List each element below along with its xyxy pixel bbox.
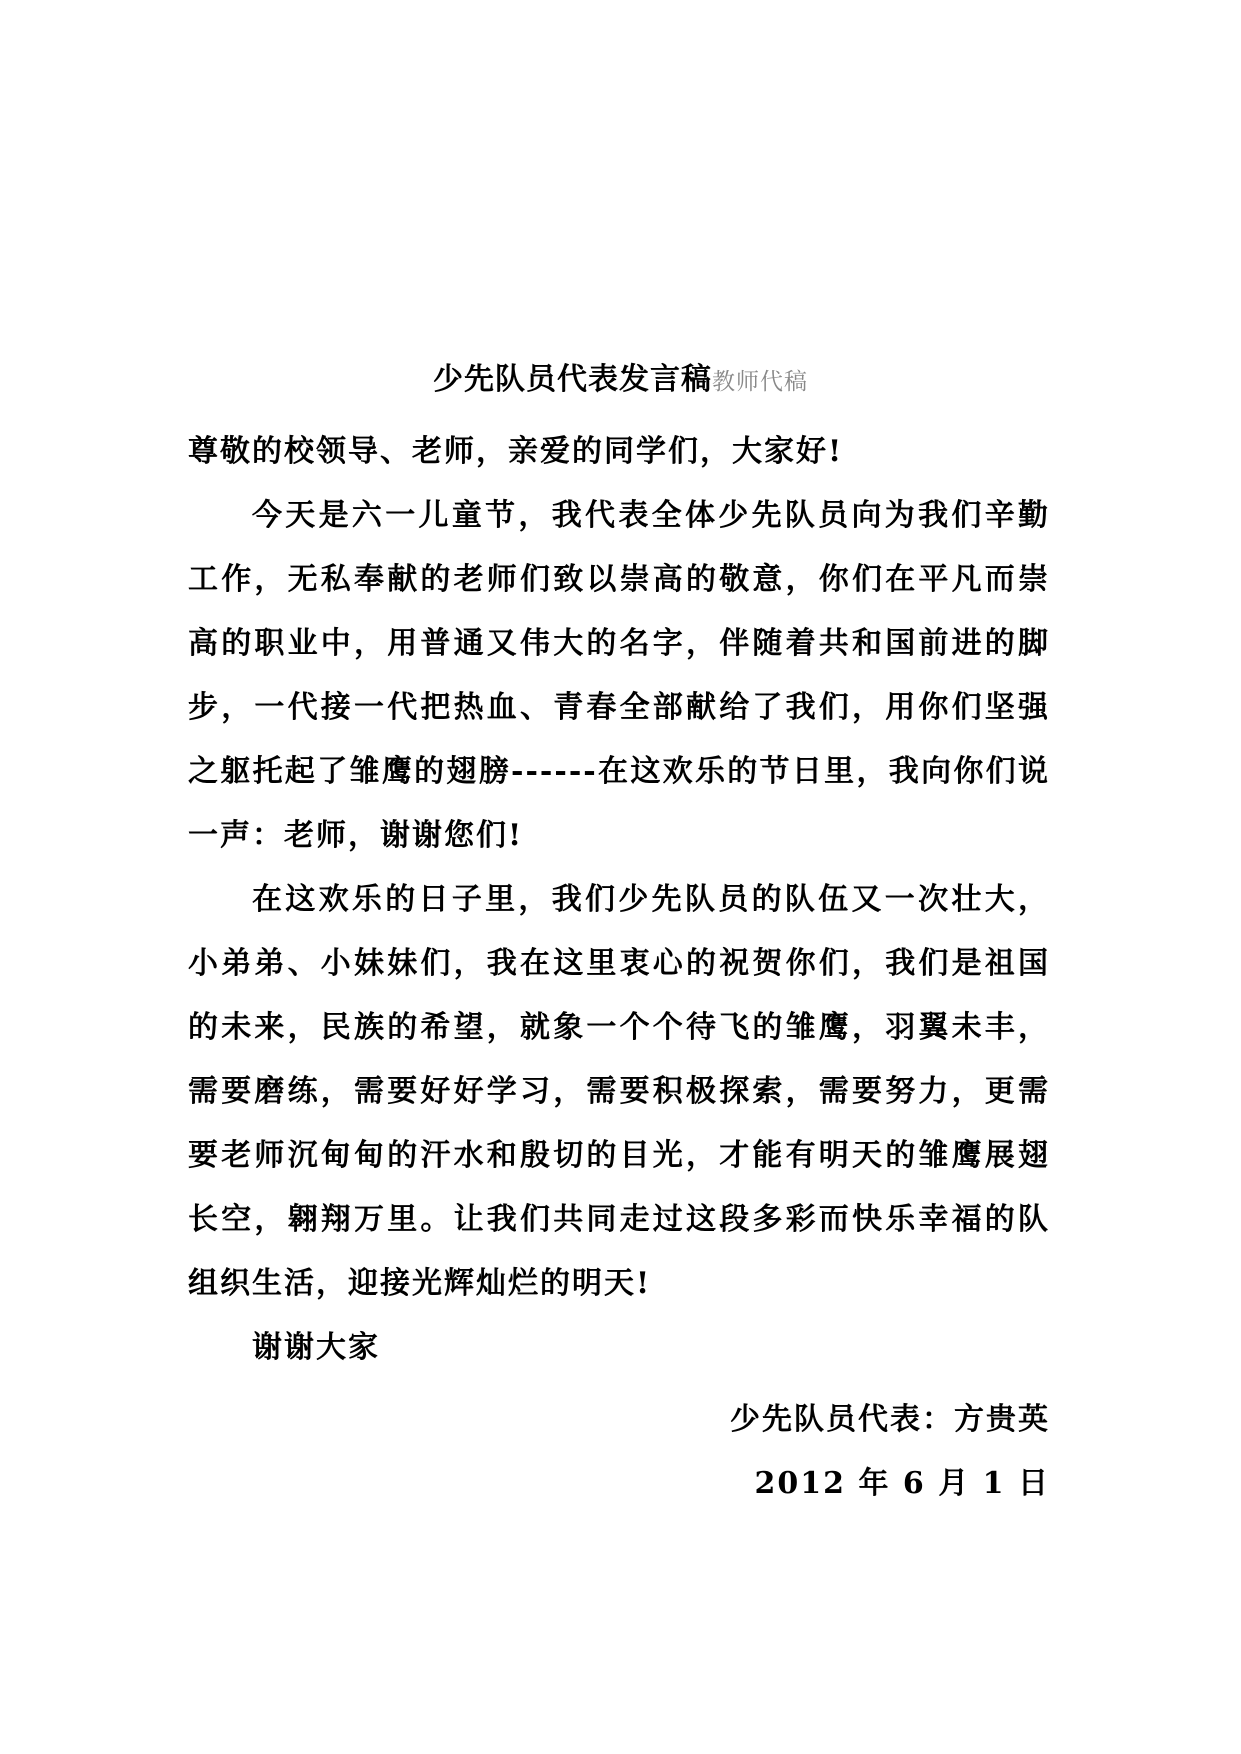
paragraph-2: 在这欢乐的日子里，我们少先队员的队伍又一次壮大，小弟弟、小妹妹们，我在这里衷心的祝贺你们，我们是祖国的未来，民族的希望，就象一个个待飞的雏鹰，羽翼未丰，需要磨练，需要好好学习，需要积极探索，需要努力，更需要老师沉甸甸的汗水和殷切的目光，才能有明天的雏鹰展翅长空，翱翔万里。让我们共同走过这段多彩而快乐幸福的队组织生活，迎接光辉灿烂的明天! — [188, 882, 1050, 1301]
document-title — [0, 358, 1241, 404]
signature-line: 少先队员代表：方贵英 — [730, 1402, 1050, 1437]
date-line: 2012 年 6 月 1 日 — [754, 1466, 1050, 1501]
signature-block — [188, 1388, 1050, 1516]
paragraph-1: 今天是六一儿童节，我代表全体少先队员向为我们辛勤工作，无私奉献的老师们致以崇高的敬意，你们在平凡而崇高的职业中，用普通又伟大的名字，伴随着共和国前进的脚步，一代接一代把热血、青春全部献给了我们，用你们坚强之躯托起了雏鹰的翅膀------在这欢乐的节日里，我向你们说一声：老师，谢谢您们! — [188, 498, 1050, 853]
title-main: 少先队员代表发言稿 — [433, 362, 712, 397]
speech-body — [188, 420, 1050, 1380]
title-sub: 教师代稿 — [712, 369, 808, 395]
salutation: 尊敬的校领导、老师，亲爱的同学们，大家好! — [188, 434, 844, 469]
closing-thanks: 谢谢大家 — [252, 1330, 380, 1365]
